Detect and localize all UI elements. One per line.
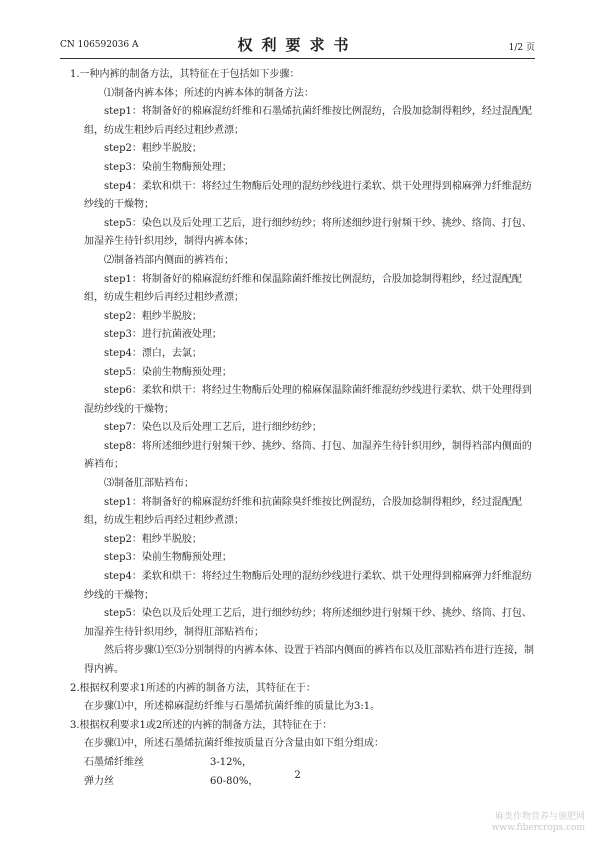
claim-2-heading: 2.根据权利要求1所述的内裤的制备方法，其特征在于：: [70, 682, 316, 694]
claims-body: [70, 66, 536, 791]
claim-paragraph: ⑴制备内裤本体；所述的内裤本体的制备方法：: [104, 87, 314, 99]
site-watermark: [492, 812, 585, 834]
claim-paragraph: ⑶制备肛部贴裆布；: [104, 478, 194, 490]
claim-paragraph: step4：柔软和烘干：将经过生物酶后处理的混纺纱线进行柔软、烘干处理得到棉麻弹力纤维混纺纱线的干燥物；: [84, 180, 532, 211]
claim-paragraph: 在步骤⑴中，所述石墨烯抗菌纤维按质量百分含量由如下组分组成：: [84, 738, 384, 750]
claim-paragraph: 在步骤⑴中，所述棉麻混纺纤维与石墨烯抗菌纤维的质量比为3:1。: [84, 701, 381, 713]
document-header: [60, 30, 535, 56]
component-name: 弹力丝: [84, 775, 114, 787]
claim-paragraph: ⑵制备裆部内侧面的裤裆布；: [104, 254, 234, 266]
watermark-line: 麻类作物营养与施肥网: [494, 812, 585, 822]
claim-paragraph: step5：染色以及后处理工艺后，进行细纱纺纱；将所述细纱进行射频干纱、挑纱、络筒、打包、加湿养生待针织用纱，制得肛部贴裆布；: [84, 608, 532, 638]
claim-paragraph: step5：染前生物酶预处理；: [104, 366, 232, 378]
claim-paragraph: step2：粗纱半脱胶；: [104, 310, 202, 322]
claim-paragraph: step5：染色以及后处理工艺后，进行细纱纺纱；将所述细纱进行射频干纱、挑纱、络筒、打包、加湿养生待针织用纱，制得内裤本体；: [84, 217, 532, 248]
claim-paragraph: step2：粗纱半脱胶；: [104, 533, 202, 545]
page-number: 2: [294, 770, 301, 781]
claim-paragraph: step4：漂白，去氯；: [104, 347, 202, 359]
claim-paragraph: step1：将制备好的棉麻混纺纤维和石墨烯抗菌纤维按比例混纺，合股加捻制得粗纱，经过混配配组，纺成生粗纱后再经过粗纱煮漂；: [84, 106, 532, 136]
claim-paragraph: step3：染前生物酶预处理；: [104, 552, 232, 564]
component-value: 60-80%，: [210, 775, 259, 787]
document-title: 权利要求书: [237, 36, 358, 54]
claim-paragraph: step3：进行抗菌液处理；: [104, 329, 222, 341]
claim-paragraph: step8：将所述细纱进行射频干纱、挑纱、络筒、打包、加湿养生待针织用纱，制得裆部内侧面的裤裆布；: [84, 440, 532, 471]
publication-number: CN 106592036 A: [60, 40, 139, 50]
component-name: 石墨烯纤维丝: [84, 756, 144, 768]
component-value: 3-12%，: [210, 756, 252, 768]
watermark-line: www.fibercrops.com: [491, 823, 585, 833]
header-divider: [60, 58, 535, 59]
page-indicator: 1/2 页: [508, 43, 535, 53]
claim-paragraph: step3：染前生物酶预处理；: [104, 161, 232, 173]
claim-paragraph: step2：粗纱半脱胶；: [104, 143, 202, 155]
claim-paragraph: step6：柔软和烘干：将经过生物酶后处理的棉麻保温除菌纤维混纺纱线进行柔软、烘干处理得到混纺纱线的干燥物；: [84, 385, 532, 415]
claim-3-heading: 3.根据权利要求1或2所述的内裤的制备方法，其特征在于：: [70, 719, 333, 731]
claim-paragraph: 然后将步骤⑴至⑶分别制得的内裤本体、设置于裆部内侧面的裤裆布以及肛部贴裆布进行连接，制得内裤。: [84, 645, 534, 675]
claim-paragraph: step4：柔软和烘干：将经过生物酶后处理的混纺纱线进行柔软、烘干处理得到棉麻弹力纤维混纺纱线的干燥物；: [84, 571, 532, 601]
claim-paragraph: step7：染色以及后处理工艺后，进行细纱纺纱；: [104, 422, 322, 434]
claim-paragraph: step1：将制备好的棉麻混纺纤维和抗菌除臭纤维按比例混纺，合股加捻制得粗纱，经过混配配组，纺成生粗纱后再经过粗纱煮漂；: [84, 496, 522, 527]
claim-1-heading: 1.一种内裤的制备方法，其特征在于包括如下步骤：: [70, 69, 300, 80]
claim-paragraph: step1：将制备好的棉麻混纺纤维和保温除菌纤维按比例混纺，合股加捻制得粗纱，经过混配配组，纺成生粗纱后再经过粗纱煮漂；: [84, 273, 522, 304]
